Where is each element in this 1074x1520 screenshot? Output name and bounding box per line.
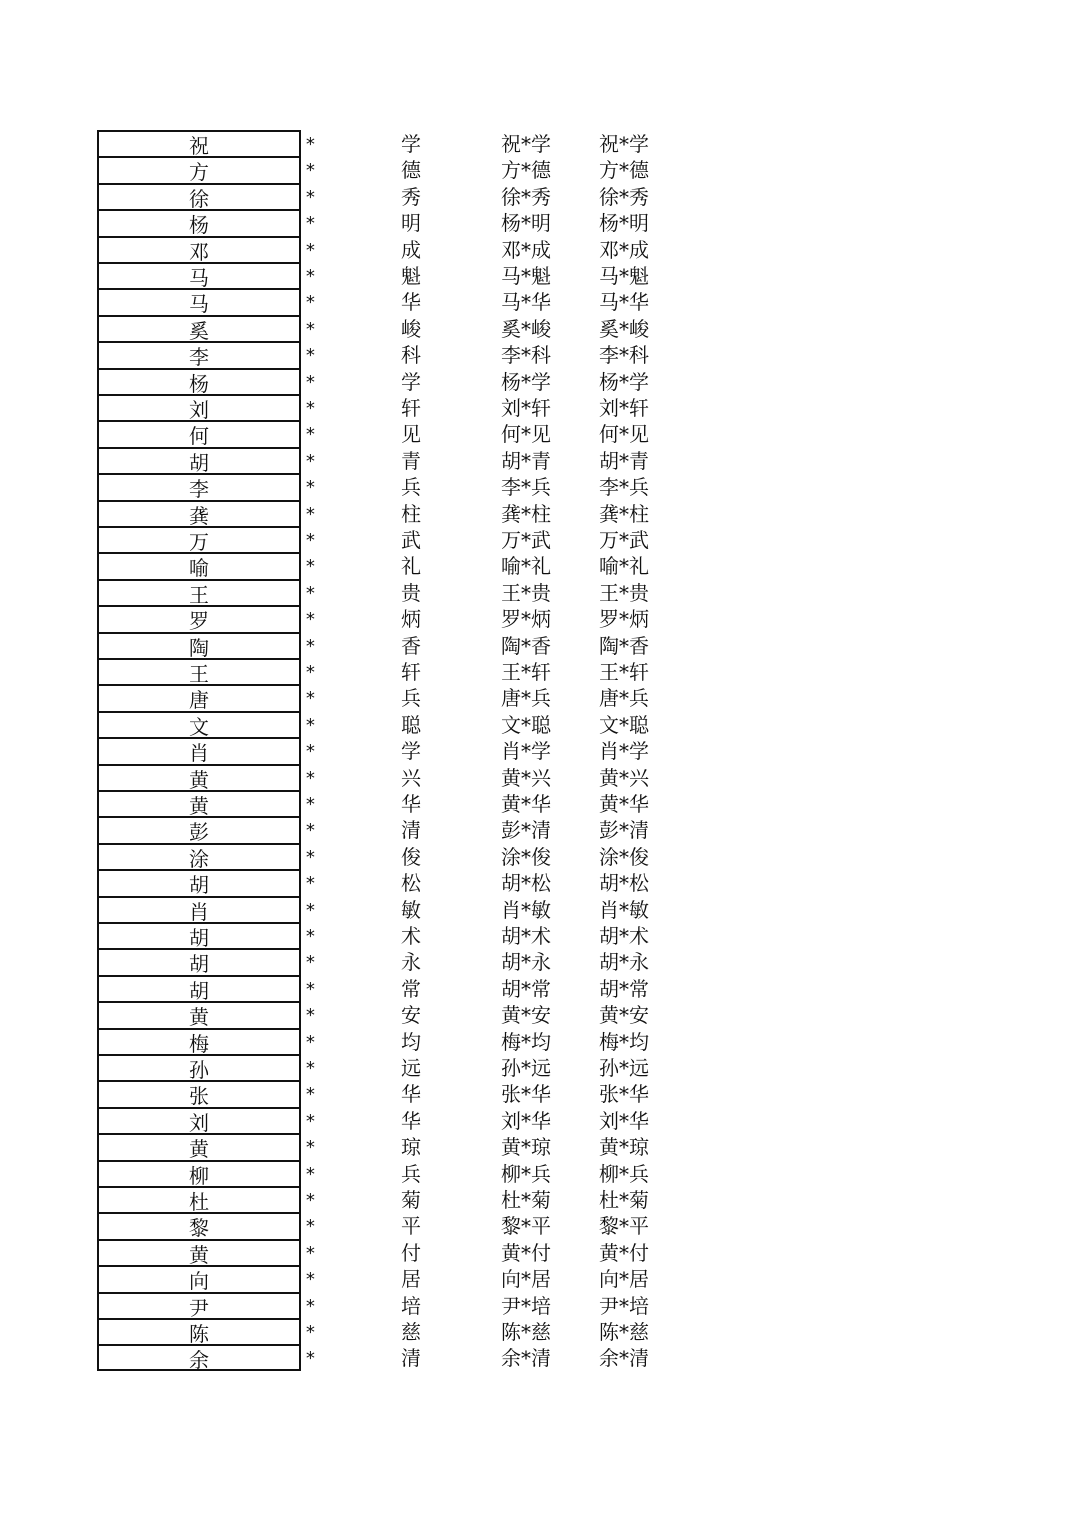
masked-name-cell[interactable]: 祝*学	[501, 132, 551, 156]
masked-name-copy-cell[interactable]: 黄*付	[599, 1240, 649, 1265]
masked-name-cell[interactable]: 梅*均	[501, 1029, 551, 1054]
masked-name-cell[interactable]: 杨*明	[501, 211, 551, 236]
masked-name-copy-cell[interactable]: 黄*华	[599, 792, 649, 816]
surname-cell[interactable]: 李	[97, 341, 301, 367]
masked-name-copy-cell[interactable]: 徐*秀	[599, 184, 649, 209]
masked-name-copy-cell[interactable]: 彭*清	[599, 818, 649, 843]
given-name-cell[interactable]: 秀	[401, 184, 421, 209]
masked-name-cell[interactable]: 马*华	[501, 290, 551, 315]
masked-name-cell[interactable]: 胡*常	[501, 976, 551, 1001]
masked-name-cell[interactable]: 何*见	[501, 422, 551, 447]
table-row	[0, 447, 700, 473]
mask-star-cell[interactable]: *	[305, 873, 316, 895]
table-row	[0, 658, 700, 684]
masked-name-cell[interactable]: 孙*远	[501, 1056, 551, 1080]
masked-name-copy-cell[interactable]: 柳*兵	[599, 1161, 649, 1186]
surname-cell[interactable]: 孙	[97, 1054, 301, 1080]
surname-cell[interactable]: 龚	[97, 500, 301, 526]
surname-cell[interactable]: 刘	[97, 1107, 301, 1133]
masked-name-cell[interactable]: 胡*松	[501, 871, 551, 896]
mask-star-cell[interactable]: *	[305, 186, 316, 208]
masked-name-cell[interactable]: 喻*礼	[501, 554, 551, 579]
given-name-cell[interactable]: 柱	[401, 501, 421, 526]
surname-cell[interactable]: 黎	[97, 1212, 301, 1238]
mask-star-cell[interactable]: *	[305, 741, 316, 763]
surname-cell[interactable]: 彭	[97, 816, 301, 842]
table-row	[0, 1212, 700, 1241]
given-name-cell[interactable]: 远	[401, 1056, 421, 1080]
given-name-cell[interactable]: 炳	[401, 607, 421, 632]
table-row	[0, 288, 700, 317]
given-name-cell[interactable]: 松	[401, 871, 421, 896]
given-name-cell[interactable]: 轩	[401, 396, 421, 420]
surname-cell[interactable]: 胡	[97, 922, 301, 948]
surname-cell[interactable]: 万	[97, 526, 301, 552]
mask-star-cell[interactable]: *	[305, 1295, 316, 1317]
mask-star-cell[interactable]: *	[305, 1216, 316, 1238]
mask-star-cell[interactable]: *	[305, 160, 316, 182]
mask-star-cell[interactable]: *	[305, 556, 316, 578]
surname-cell[interactable]: 马	[97, 262, 301, 288]
given-name-cell[interactable]: 礼	[401, 554, 421, 579]
given-name-cell[interactable]: 德	[401, 158, 421, 183]
mask-star-cell[interactable]: *	[305, 292, 316, 314]
table-row	[0, 1318, 700, 1344]
masked-name-cell[interactable]: 肖*敏	[501, 897, 551, 922]
given-name-cell[interactable]: 安	[401, 1003, 421, 1028]
mask-star-cell[interactable]: *	[305, 1190, 316, 1211]
mask-star-cell[interactable]: *	[305, 345, 316, 367]
masked-name-cell[interactable]: 方*德	[501, 158, 551, 183]
table-row	[0, 236, 700, 262]
given-name-cell[interactable]: 琼	[401, 1135, 421, 1160]
surname-cell[interactable]: 何	[97, 420, 301, 446]
table-row	[0, 473, 700, 502]
masked-name-cell[interactable]: 黄*兴	[501, 765, 551, 790]
table-row	[0, 975, 700, 1001]
table-row	[0, 605, 700, 634]
masked-name-cell[interactable]: 奚*峻	[501, 316, 551, 341]
mask-star-cell[interactable]: *	[305, 213, 316, 235]
masked-name-copy-cell[interactable]: 黄*兴	[599, 765, 649, 790]
masked-name-copy-cell[interactable]: 胡*松	[599, 871, 649, 896]
given-name-cell[interactable]: 永	[401, 950, 421, 975]
mask-star-cell[interactable]: *	[305, 714, 316, 736]
mask-star-cell[interactable]: *	[305, 424, 316, 446]
masked-name-copy-cell[interactable]: 杨*明	[599, 211, 649, 236]
masked-name-cell[interactable]: 柳*兵	[501, 1161, 551, 1186]
surname-cell[interactable]: 胡	[97, 948, 301, 974]
masked-name-copy-cell[interactable]: 张*华	[599, 1082, 649, 1107]
mask-star-cell[interactable]: *	[305, 398, 316, 419]
table-row	[0, 632, 700, 658]
masked-name-copy-cell[interactable]: 李*兵	[599, 475, 649, 500]
surname-cell[interactable]: 向	[97, 1265, 301, 1291]
surname-cell[interactable]: 文	[97, 711, 301, 737]
masked-name-cell[interactable]: 王*贵	[501, 580, 551, 605]
table-row	[0, 1133, 700, 1162]
surname-cell[interactable]: 徐	[97, 183, 301, 209]
surname-cell[interactable]: 肖	[97, 737, 301, 763]
masked-name-copy-cell[interactable]: 黄*琼	[599, 1135, 649, 1160]
given-name-cell[interactable]: 华	[401, 792, 421, 816]
table-row	[0, 1028, 700, 1054]
table-row	[0, 843, 700, 869]
masked-name-copy-cell[interactable]: 文*聪	[599, 712, 649, 737]
mask-star-cell[interactable]: *	[305, 1110, 316, 1132]
given-name-cell[interactable]: 菊	[401, 1188, 421, 1212]
masked-name-cell[interactable]: 万*武	[501, 528, 551, 552]
masked-name-cell[interactable]: 李*科	[501, 343, 551, 368]
surname-cell[interactable]: 黄	[97, 764, 301, 790]
table-row	[0, 869, 700, 898]
mask-star-cell[interactable]: *	[305, 266, 316, 287]
surname-cell[interactable]: 黄	[97, 1133, 301, 1159]
masked-name-cell[interactable]: 涂*俊	[501, 844, 551, 869]
masked-name-copy-cell[interactable]: 唐*兵	[599, 686, 649, 711]
mask-star-cell[interactable]: *	[305, 978, 316, 1000]
masked-name-copy-cell[interactable]: 黄*安	[599, 1003, 649, 1028]
given-name-cell[interactable]: 华	[401, 1108, 421, 1133]
given-name-cell[interactable]: 峻	[401, 316, 421, 341]
masked-name-cell[interactable]: 李*兵	[501, 475, 551, 500]
given-name-cell[interactable]: 见	[401, 422, 421, 447]
table-row	[0, 552, 700, 581]
given-name-cell[interactable]: 兵	[401, 475, 421, 500]
given-name-cell[interactable]: 兵	[401, 686, 421, 711]
given-name-cell[interactable]: 平	[401, 1214, 421, 1239]
surname-cell[interactable]: 胡	[97, 975, 301, 1001]
masked-name-copy-cell[interactable]: 黎*平	[599, 1214, 649, 1239]
masked-name-copy-cell[interactable]: 万*武	[599, 528, 649, 552]
masked-name-copy-cell[interactable]: 王*贵	[599, 580, 649, 605]
masked-name-cell[interactable]: 陈*慈	[501, 1320, 551, 1344]
masked-name-cell[interactable]: 罗*炳	[501, 607, 551, 632]
table-row	[0, 948, 700, 977]
masked-name-cell[interactable]: 杜*菊	[501, 1188, 551, 1212]
surname-cell[interactable]: 奚	[97, 315, 301, 341]
mask-star-cell[interactable]: *	[305, 239, 316, 261]
given-name-cell[interactable]: 武	[401, 528, 421, 552]
masked-name-copy-cell[interactable]: 李*科	[599, 343, 649, 368]
masked-name-cell[interactable]: 文*聪	[501, 712, 551, 737]
given-name-cell[interactable]: 聪	[401, 712, 421, 737]
mask-star-cell[interactable]: *	[305, 899, 316, 921]
table-row	[0, 1107, 700, 1133]
masked-name-cell[interactable]: 胡*永	[501, 950, 551, 975]
mask-star-cell[interactable]: *	[305, 767, 316, 789]
masked-name-copy-cell[interactable]: 胡*永	[599, 950, 649, 975]
masked-name-cell[interactable]: 杨*学	[501, 369, 551, 394]
masked-name-copy-cell[interactable]: 孙*远	[599, 1056, 649, 1080]
masked-name-copy-cell[interactable]: 余*清	[599, 1346, 649, 1371]
surname-cell[interactable]: 胡	[97, 869, 301, 895]
surname-cell[interactable]: 罗	[97, 605, 301, 631]
surname-cell[interactable]: 刘	[97, 394, 301, 420]
masked-name-copy-cell[interactable]: 祝*学	[599, 132, 649, 156]
table-row	[0, 816, 700, 845]
masked-name-copy-cell[interactable]: 肖*学	[599, 739, 649, 764]
given-name-cell[interactable]: 清	[401, 818, 421, 843]
mask-star-cell[interactable]: *	[305, 846, 316, 868]
mask-star-cell[interactable]: *	[305, 1322, 316, 1343]
mask-star-cell[interactable]: *	[305, 318, 316, 340]
surname-cell[interactable]: 杨	[97, 209, 301, 235]
table-row	[0, 526, 700, 552]
mask-star-cell[interactable]: *	[305, 477, 316, 499]
given-name-cell[interactable]: 轩	[401, 660, 421, 684]
masked-name-copy-cell[interactable]: 梅*均	[599, 1029, 649, 1054]
surname-cell[interactable]: 祝	[97, 130, 301, 156]
given-name-cell[interactable]: 兵	[401, 1161, 421, 1186]
masked-name-copy-cell[interactable]: 尹*培	[599, 1293, 649, 1318]
mask-star-cell[interactable]: *	[305, 926, 316, 947]
masked-name-copy-cell[interactable]: 王*轩	[599, 660, 649, 684]
given-name-cell[interactable]: 俊	[401, 844, 421, 869]
masked-name-copy-cell[interactable]: 向*居	[599, 1267, 649, 1292]
masked-name-cell[interactable]: 黄*琼	[501, 1135, 551, 1160]
masked-name-cell[interactable]: 彭*清	[501, 818, 551, 843]
mask-star-cell[interactable]: *	[305, 662, 316, 683]
mask-star-cell[interactable]: *	[305, 530, 316, 551]
given-name-cell[interactable]: 慈	[401, 1320, 421, 1344]
mask-star-cell[interactable]: *	[305, 1348, 316, 1370]
masked-name-cell[interactable]: 胡*青	[501, 448, 551, 473]
masked-name-copy-cell[interactable]: 杨*学	[599, 369, 649, 394]
given-name-cell[interactable]: 青	[401, 448, 421, 473]
mask-star-cell[interactable]: *	[305, 1031, 316, 1053]
masked-name-cell[interactable]: 唐*兵	[501, 686, 551, 711]
surname-cell[interactable]: 王	[97, 579, 301, 605]
table-row	[0, 922, 700, 948]
mask-star-cell[interactable]: *	[305, 794, 316, 815]
surname-cell[interactable]: 涂	[97, 843, 301, 869]
table-row	[0, 341, 700, 370]
mask-star-cell[interactable]: *	[305, 1005, 316, 1027]
surname-cell[interactable]: 柳	[97, 1160, 301, 1186]
mask-star-cell[interactable]: *	[305, 134, 316, 155]
table-row	[0, 130, 700, 156]
table-row	[0, 1344, 700, 1373]
surname-cell[interactable]: 黄	[97, 790, 301, 816]
table-row	[0, 579, 700, 605]
masked-name-cell[interactable]: 徐*秀	[501, 184, 551, 209]
surname-cell[interactable]: 黄	[97, 1239, 301, 1265]
given-name-cell[interactable]: 魁	[401, 264, 421, 288]
surname-cell[interactable]: 梅	[97, 1028, 301, 1054]
table-row	[0, 156, 700, 185]
table-row	[0, 394, 700, 420]
masked-name-copy-cell[interactable]: 涂*俊	[599, 844, 649, 869]
table-row	[0, 896, 700, 922]
masked-name-cell[interactable]: 胡*术	[501, 924, 551, 948]
mask-star-cell[interactable]: *	[305, 952, 316, 974]
mask-star-cell[interactable]: *	[305, 635, 316, 657]
masked-name-copy-cell[interactable]: 陈*慈	[599, 1320, 649, 1344]
masked-name-cell[interactable]: 龚*柱	[501, 501, 551, 526]
surname-cell[interactable]: 王	[97, 658, 301, 684]
masked-name-copy-cell[interactable]: 龚*柱	[599, 501, 649, 526]
table-row	[0, 1054, 700, 1080]
masked-name-cell[interactable]: 陶*香	[501, 633, 551, 658]
given-name-cell[interactable]: 学	[401, 132, 421, 156]
surname-cell[interactable]: 杜	[97, 1186, 301, 1212]
surname-cell[interactable]: 杨	[97, 368, 301, 394]
surname-cell[interactable]: 黄	[97, 1001, 301, 1027]
surname-cell[interactable]: 陈	[97, 1318, 301, 1344]
given-name-cell[interactable]: 学	[401, 369, 421, 394]
masked-name-cell[interactable]: 黄*华	[501, 792, 551, 816]
given-name-cell[interactable]: 科	[401, 343, 421, 368]
table-row	[0, 262, 700, 288]
masked-name-cell[interactable]: 马*魁	[501, 264, 551, 288]
masked-name-copy-cell[interactable]: 马*华	[599, 290, 649, 315]
table-row	[0, 1001, 700, 1030]
given-name-cell[interactable]: 华	[401, 1082, 421, 1107]
table-row	[0, 1080, 700, 1109]
masked-name-cell[interactable]: 肖*学	[501, 739, 551, 764]
masked-name-cell[interactable]: 邓*成	[501, 237, 551, 262]
surname-cell[interactable]: 余	[97, 1344, 301, 1371]
given-name-cell[interactable]: 付	[401, 1240, 421, 1265]
mask-star-cell[interactable]: *	[305, 371, 316, 393]
masked-name-copy-cell[interactable]: 胡*青	[599, 448, 649, 473]
table-row	[0, 420, 700, 449]
table-row	[0, 183, 700, 209]
surname-cell[interactable]: 李	[97, 473, 301, 499]
masked-name-copy-cell[interactable]: 何*见	[599, 422, 649, 447]
mask-star-cell[interactable]: *	[305, 582, 316, 604]
given-name-cell[interactable]: 兴	[401, 765, 421, 790]
table-row	[0, 1186, 700, 1212]
mask-star-cell[interactable]: *	[305, 688, 316, 710]
masked-name-cell[interactable]: 张*华	[501, 1082, 551, 1107]
mask-star-cell[interactable]: *	[305, 820, 316, 842]
mask-star-cell[interactable]: *	[305, 1269, 316, 1291]
masked-name-copy-cell[interactable]: 罗*炳	[599, 607, 649, 632]
masked-name-copy-cell[interactable]: 喻*礼	[599, 554, 649, 579]
surname-cell[interactable]: 尹	[97, 1292, 301, 1318]
table-row	[0, 1239, 700, 1265]
mask-star-cell[interactable]: *	[305, 609, 316, 631]
table-row	[0, 764, 700, 790]
masked-name-copy-cell[interactable]: 陶*香	[599, 633, 649, 658]
given-name-cell[interactable]: 均	[401, 1029, 421, 1054]
given-name-cell[interactable]: 居	[401, 1267, 421, 1292]
mask-star-cell[interactable]: *	[305, 450, 316, 472]
table-row	[0, 711, 700, 737]
given-name-cell[interactable]: 明	[401, 211, 421, 236]
table-row	[0, 368, 700, 394]
table-row	[0, 209, 700, 238]
given-name-cell[interactable]: 清	[401, 1346, 421, 1371]
masked-name-copy-cell[interactable]: 刘*华	[599, 1108, 649, 1133]
table-row	[0, 1292, 700, 1318]
masked-name-copy-cell[interactable]: 肖*敏	[599, 897, 649, 922]
masked-name-copy-cell[interactable]: 杜*菊	[599, 1188, 649, 1212]
masked-name-cell[interactable]: 王*轩	[501, 660, 551, 684]
masked-name-cell[interactable]: 刘*轩	[501, 396, 551, 420]
table-row	[0, 737, 700, 766]
given-name-cell[interactable]: 华	[401, 290, 421, 315]
mask-star-cell[interactable]: *	[305, 1137, 316, 1159]
masked-name-cell[interactable]: 余*清	[501, 1346, 551, 1371]
surname-cell[interactable]: 方	[97, 156, 301, 182]
masked-name-copy-cell[interactable]: 胡*术	[599, 924, 649, 948]
surname-cell[interactable]: 马	[97, 288, 301, 314]
given-name-cell[interactable]: 香	[401, 633, 421, 658]
masked-name-cell[interactable]: 向*居	[501, 1267, 551, 1292]
masked-name-cell[interactable]: 黎*平	[501, 1214, 551, 1239]
table-row	[0, 684, 700, 713]
given-name-cell[interactable]: 成	[401, 237, 421, 262]
surname-cell[interactable]: 喻	[97, 552, 301, 578]
mask-star-cell[interactable]: *	[305, 1242, 316, 1264]
given-name-cell[interactable]: 常	[401, 976, 421, 1001]
table-row	[0, 1265, 700, 1294]
masked-name-copy-cell[interactable]: 刘*轩	[599, 396, 649, 420]
masked-name-copy-cell[interactable]: 邓*成	[599, 237, 649, 262]
masked-name-cell[interactable]: 刘*华	[501, 1108, 551, 1133]
table-row	[0, 315, 700, 341]
masked-name-cell[interactable]: 尹*培	[501, 1293, 551, 1318]
surname-cell[interactable]: 陶	[97, 632, 301, 658]
given-name-cell[interactable]: 学	[401, 739, 421, 764]
masked-name-copy-cell[interactable]: 方*德	[599, 158, 649, 183]
surname-cell[interactable]: 邓	[97, 236, 301, 262]
given-name-cell[interactable]: 敏	[401, 897, 421, 922]
table-row	[0, 500, 700, 526]
given-name-cell[interactable]: 术	[401, 924, 421, 948]
surname-cell[interactable]: 肖	[97, 896, 301, 922]
given-name-cell[interactable]: 培	[401, 1293, 421, 1318]
mask-star-cell[interactable]: *	[305, 503, 316, 525]
surname-cell[interactable]: 胡	[97, 447, 301, 473]
given-name-cell[interactable]: 贵	[401, 580, 421, 605]
mask-star-cell[interactable]: *	[305, 1058, 316, 1079]
masked-name-copy-cell[interactable]: 胡*常	[599, 976, 649, 1001]
mask-star-cell[interactable]: *	[305, 1084, 316, 1106]
surname-cell[interactable]: 张	[97, 1080, 301, 1106]
masked-name-cell[interactable]: 黄*付	[501, 1240, 551, 1265]
table-row	[0, 1160, 700, 1186]
mask-star-cell[interactable]: *	[305, 1163, 316, 1185]
table-row	[0, 790, 700, 816]
masked-name-copy-cell[interactable]: 马*魁	[599, 264, 649, 288]
surname-cell[interactable]: 唐	[97, 684, 301, 710]
masked-name-copy-cell[interactable]: 奚*峻	[599, 316, 649, 341]
masked-name-cell[interactable]: 黄*安	[501, 1003, 551, 1028]
